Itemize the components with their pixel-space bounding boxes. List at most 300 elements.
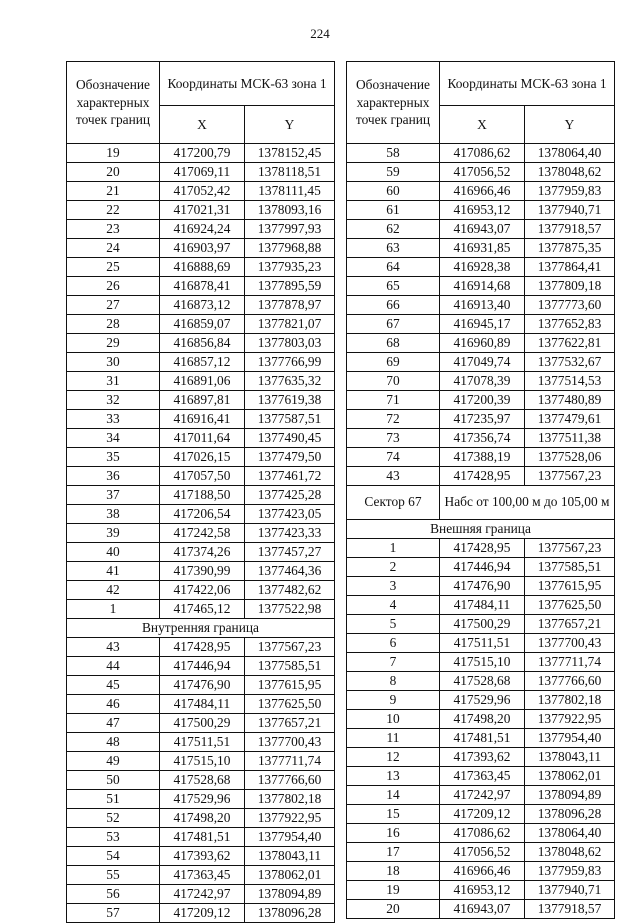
point-number: 20 (347, 900, 440, 919)
coord-y: 1377959,83 (525, 862, 615, 881)
coord-y: 1377878,97 (245, 296, 335, 315)
coord-y: 1377585,51 (245, 657, 335, 676)
coord-y: 1377511,38 (525, 429, 615, 448)
point-number: 58 (347, 144, 440, 163)
point-number: 8 (347, 672, 440, 691)
point-number: 60 (347, 182, 440, 201)
coord-y: 1377809,18 (525, 277, 615, 296)
coord-y: 1377968,88 (245, 239, 335, 258)
point-number: 64 (347, 258, 440, 277)
point-number: 73 (347, 429, 440, 448)
coord-y: 1378111,45 (245, 182, 335, 201)
coord-y: 1377711,74 (245, 752, 335, 771)
point-number: 47 (67, 714, 160, 733)
table-row (347, 729, 615, 748)
coord-y: 1377954,40 (525, 729, 615, 748)
coord-y: 1378043,11 (525, 748, 615, 767)
coord-x: 417465,12 (160, 600, 245, 619)
coord-y: 1378094,89 (245, 885, 335, 904)
coord-y: 1377423,33 (245, 524, 335, 543)
coord-x: 416916,41 (160, 410, 245, 429)
coord-x: 417388,19 (440, 448, 525, 467)
coord-y: 1377423,05 (245, 505, 335, 524)
point-number: 17 (347, 843, 440, 862)
coord-y: 1377918,57 (525, 220, 615, 239)
table-row (67, 524, 335, 543)
point-number: 28 (67, 315, 160, 334)
point-number: 52 (67, 809, 160, 828)
coord-x: 416903,97 (160, 239, 245, 258)
point-number: 26 (67, 277, 160, 296)
table-row (67, 581, 335, 600)
point-number: 71 (347, 391, 440, 410)
table-row (67, 182, 335, 201)
coord-x: 416888,69 (160, 258, 245, 277)
coord-y: 1377935,23 (245, 258, 335, 277)
point-number: 40 (67, 543, 160, 562)
table-row (347, 843, 615, 862)
point-number: 50 (67, 771, 160, 790)
coord-y: 1377619,38 (245, 391, 335, 410)
table-row (67, 277, 335, 296)
table-row (347, 596, 615, 615)
table-row (67, 239, 335, 258)
coord-y: 1377625,50 (525, 596, 615, 615)
point-number: 29 (67, 334, 160, 353)
coord-x: 417428,95 (440, 467, 525, 486)
coord-y: 1378096,28 (525, 805, 615, 824)
point-number: 48 (67, 733, 160, 752)
point-number: 16 (347, 824, 440, 843)
table-row (67, 866, 335, 885)
coord-x: 417011,64 (160, 429, 245, 448)
coord-y: 1377959,83 (525, 182, 615, 201)
point-number: 43 (347, 467, 440, 486)
point-number: 7 (347, 653, 440, 672)
point-number: 51 (67, 790, 160, 809)
coord-y: 1378064,40 (525, 144, 615, 163)
table-row (347, 353, 615, 372)
coord-x: 417529,96 (440, 691, 525, 710)
point-number: 6 (347, 634, 440, 653)
point-number: 39 (67, 524, 160, 543)
coord-y: 1377918,57 (525, 900, 615, 919)
coord-y: 1378043,11 (245, 847, 335, 866)
table-row (67, 828, 335, 847)
coord-y: 1377657,21 (245, 714, 335, 733)
point-number: 30 (67, 353, 160, 372)
coord-x: 416856,84 (160, 334, 245, 353)
point-number: 68 (347, 334, 440, 353)
point-number: 12 (347, 748, 440, 767)
point-number: 32 (67, 391, 160, 410)
table-row (67, 638, 335, 657)
coord-y: 1377479,61 (525, 410, 615, 429)
table-row (67, 676, 335, 695)
table-row (347, 824, 615, 843)
table-row (347, 372, 615, 391)
header-coordinates: Координаты МСК-63 зона 1 (440, 62, 615, 106)
coord-x: 417209,12 (160, 904, 245, 923)
coord-y: 1377479,50 (245, 448, 335, 467)
table-row (347, 410, 615, 429)
coord-x: 416945,17 (440, 315, 525, 334)
coord-y: 1377802,18 (245, 790, 335, 809)
coord-y: 1377657,21 (525, 615, 615, 634)
coord-y: 1377635,32 (245, 372, 335, 391)
header-x: X (440, 106, 525, 144)
coord-x: 417484,11 (160, 695, 245, 714)
table-row (347, 277, 615, 296)
coord-y: 1377997,93 (245, 220, 335, 239)
point-number: 1 (67, 600, 160, 619)
table-row (347, 182, 615, 201)
coord-x: 417069,11 (160, 163, 245, 182)
point-number: 34 (67, 429, 160, 448)
coord-y: 1377532,67 (525, 353, 615, 372)
table-row (67, 885, 335, 904)
coordinates-table-left (66, 61, 335, 923)
coordinates-table-right (346, 61, 615, 919)
table-row (347, 786, 615, 805)
table-row (347, 577, 615, 596)
table-row (67, 486, 335, 505)
point-number: 19 (67, 144, 160, 163)
coord-x: 416857,12 (160, 353, 245, 372)
point-number: 67 (347, 315, 440, 334)
coord-y: 1377652,83 (525, 315, 615, 334)
coord-x: 417428,95 (160, 638, 245, 657)
point-number: 38 (67, 505, 160, 524)
coord-y: 1377622,81 (525, 334, 615, 353)
point-number: 54 (67, 847, 160, 866)
coord-y: 1377461,72 (245, 467, 335, 486)
point-number: 4 (347, 596, 440, 615)
point-number: 74 (347, 448, 440, 467)
coord-y: 1377766,60 (525, 672, 615, 691)
table-row (67, 467, 335, 486)
point-number: 63 (347, 239, 440, 258)
coord-x: 417052,42 (160, 182, 245, 201)
coord-y: 1377425,28 (245, 486, 335, 505)
point-number: 46 (67, 695, 160, 714)
table-row (347, 539, 615, 558)
table-row (67, 714, 335, 733)
point-number: 66 (347, 296, 440, 315)
coord-y: 1377567,23 (525, 539, 615, 558)
table-row (347, 296, 615, 315)
point-number: 15 (347, 805, 440, 824)
page-number: 224 (310, 26, 330, 41)
coord-x: 417363,45 (160, 866, 245, 885)
table-row (67, 809, 335, 828)
coord-x: 416914,68 (440, 277, 525, 296)
point-number: 33 (67, 410, 160, 429)
point-number: 59 (347, 163, 440, 182)
coord-x: 416966,46 (440, 862, 525, 881)
point-number: 45 (67, 676, 160, 695)
point-number: 61 (347, 201, 440, 220)
coord-x: 417209,12 (440, 805, 525, 824)
coord-x: 417056,52 (440, 843, 525, 862)
point-number: 31 (67, 372, 160, 391)
point-number: 11 (347, 729, 440, 748)
table-row (67, 429, 335, 448)
point-number: 57 (67, 904, 160, 923)
coord-y: 1377528,06 (525, 448, 615, 467)
header-point-designation: Обозначение характерных точек границ (347, 62, 440, 144)
section-row (67, 619, 335, 638)
coord-x: 417374,26 (160, 543, 245, 562)
table-row (347, 691, 615, 710)
table-row (67, 847, 335, 866)
table-row (67, 562, 335, 581)
coord-y: 1377940,71 (525, 881, 615, 900)
coord-x: 417356,74 (440, 429, 525, 448)
table-row (347, 258, 615, 277)
sector-name: Сектор 67 (347, 486, 440, 520)
coord-y: 1378152,45 (245, 144, 335, 163)
coord-y: 1377514,53 (525, 372, 615, 391)
table-row (67, 201, 335, 220)
table-row (347, 239, 615, 258)
coord-x: 417498,20 (440, 710, 525, 729)
table-row (347, 748, 615, 767)
point-number: 36 (67, 467, 160, 486)
point-number: 49 (67, 752, 160, 771)
point-number: 55 (67, 866, 160, 885)
coord-y: 1377587,51 (245, 410, 335, 429)
coord-x: 417049,74 (440, 353, 525, 372)
coord-x: 417446,94 (160, 657, 245, 676)
coord-y: 1378096,28 (245, 904, 335, 923)
coord-x: 417363,45 (440, 767, 525, 786)
coord-x: 417242,58 (160, 524, 245, 543)
table-row (347, 391, 615, 410)
coord-y: 1377803,03 (245, 334, 335, 353)
table-row (347, 615, 615, 634)
point-number: 9 (347, 691, 440, 710)
point-number: 14 (347, 786, 440, 805)
coord-y: 1377625,50 (245, 695, 335, 714)
coord-x: 417484,11 (440, 596, 525, 615)
coord-x: 416859,07 (160, 315, 245, 334)
table-row (67, 695, 335, 714)
point-number: 72 (347, 410, 440, 429)
point-number: 22 (67, 201, 160, 220)
coord-x: 417511,51 (440, 634, 525, 653)
point-number: 35 (67, 448, 160, 467)
table-row (347, 144, 615, 163)
table-row (67, 391, 335, 410)
header-x: X (160, 106, 245, 144)
coord-y: 1378048,62 (525, 163, 615, 182)
table-row (67, 334, 335, 353)
coord-y: 1378064,40 (525, 824, 615, 843)
table-row (67, 296, 335, 315)
table-row (347, 767, 615, 786)
table-row (67, 505, 335, 524)
coord-y: 1378093,16 (245, 201, 335, 220)
coord-y: 1377922,95 (525, 710, 615, 729)
coord-x: 417511,51 (160, 733, 245, 752)
point-number: 65 (347, 277, 440, 296)
point-number: 27 (67, 296, 160, 315)
coord-x: 416943,07 (440, 900, 525, 919)
coord-x: 417188,50 (160, 486, 245, 505)
point-number: 2 (347, 558, 440, 577)
coord-y: 1377821,07 (245, 315, 335, 334)
coord-y: 1377895,59 (245, 277, 335, 296)
table-row (347, 881, 615, 900)
table-row (67, 657, 335, 676)
coord-y: 1378118,51 (245, 163, 335, 182)
section-label: Внешняя граница (347, 520, 615, 539)
table-row (347, 201, 615, 220)
point-number: 3 (347, 577, 440, 596)
coord-x: 416931,85 (440, 239, 525, 258)
coord-x: 416891,06 (160, 372, 245, 391)
coord-x: 417390,99 (160, 562, 245, 581)
coord-y: 1377482,62 (245, 581, 335, 600)
point-number: 18 (347, 862, 440, 881)
coord-y: 1377490,45 (245, 429, 335, 448)
table-row (347, 315, 615, 334)
coord-x: 416924,24 (160, 220, 245, 239)
point-number: 62 (347, 220, 440, 239)
coord-x: 416913,40 (440, 296, 525, 315)
coord-x: 417078,39 (440, 372, 525, 391)
sector-height-note: Набс от 100,00 м до 105,00 м (440, 486, 615, 520)
coord-y: 1377766,60 (245, 771, 335, 790)
coord-x: 417200,39 (440, 391, 525, 410)
coord-x: 416960,89 (440, 334, 525, 353)
point-number: 37 (67, 486, 160, 505)
section-label: Внутренняя граница (67, 619, 335, 638)
table-row (67, 315, 335, 334)
coord-y: 1377480,89 (525, 391, 615, 410)
table-row (347, 634, 615, 653)
table-row (67, 904, 335, 923)
coord-y: 1377567,23 (245, 638, 335, 657)
coord-x: 417086,62 (440, 824, 525, 843)
coord-y: 1378062,01 (245, 866, 335, 885)
coord-x: 417056,52 (440, 163, 525, 182)
coord-x: 416928,38 (440, 258, 525, 277)
coord-y: 1378062,01 (525, 767, 615, 786)
coord-x: 417476,90 (160, 676, 245, 695)
table-row (347, 805, 615, 824)
coord-x: 417242,97 (160, 885, 245, 904)
coord-y: 1377457,27 (245, 543, 335, 562)
table-row (347, 429, 615, 448)
point-number: 13 (347, 767, 440, 786)
table-row (67, 372, 335, 391)
coord-x: 417242,97 (440, 786, 525, 805)
coord-y: 1377864,41 (525, 258, 615, 277)
coord-x: 417235,97 (440, 410, 525, 429)
table-row (67, 600, 335, 619)
coord-x: 417500,29 (160, 714, 245, 733)
coord-y: 1377711,74 (525, 653, 615, 672)
point-number: 25 (67, 258, 160, 277)
coord-y: 1377940,71 (525, 201, 615, 220)
table-row (67, 448, 335, 467)
coord-y: 1377773,60 (525, 296, 615, 315)
table-row (347, 467, 615, 486)
table-row (67, 163, 335, 182)
point-number: 23 (67, 220, 160, 239)
sector-row (347, 486, 615, 520)
coord-y: 1377802,18 (525, 691, 615, 710)
table-row (67, 790, 335, 809)
table-row (67, 258, 335, 277)
table-row (67, 410, 335, 429)
table-row (67, 543, 335, 562)
coord-x: 416943,07 (440, 220, 525, 239)
point-number: 24 (67, 239, 160, 258)
table-row (347, 672, 615, 691)
point-number: 69 (347, 353, 440, 372)
coord-y: 1377567,23 (525, 467, 615, 486)
table-row (347, 558, 615, 577)
coord-y: 1377615,95 (525, 577, 615, 596)
point-number: 1 (347, 539, 440, 558)
header-y: Y (525, 106, 615, 144)
coord-y: 1377766,99 (245, 353, 335, 372)
table-row (347, 334, 615, 353)
coord-x: 417026,15 (160, 448, 245, 467)
point-number: 21 (67, 182, 160, 201)
coord-x: 417021,31 (160, 201, 245, 220)
coord-x: 417481,51 (440, 729, 525, 748)
table-row (67, 353, 335, 372)
coord-y: 1377954,40 (245, 828, 335, 847)
coord-y: 1378048,62 (525, 843, 615, 862)
point-number: 56 (67, 885, 160, 904)
header-coordinates: Координаты МСК-63 зона 1 (160, 62, 335, 106)
header-point-designation: Обозначение характерных точек границ (67, 62, 160, 144)
point-number: 70 (347, 372, 440, 391)
coord-x: 416897,81 (160, 391, 245, 410)
point-number: 42 (67, 581, 160, 600)
coord-x: 417498,20 (160, 809, 245, 828)
coord-y: 1377700,43 (525, 634, 615, 653)
coord-x: 417529,96 (160, 790, 245, 809)
coord-y: 1377522,98 (245, 600, 335, 619)
point-number: 5 (347, 615, 440, 634)
coord-x: 417428,95 (440, 539, 525, 558)
coord-y: 1377922,95 (245, 809, 335, 828)
coord-x: 417481,51 (160, 828, 245, 847)
header-y: Y (245, 106, 335, 144)
coord-y: 1377615,95 (245, 676, 335, 695)
coord-x: 416873,12 (160, 296, 245, 315)
coord-x: 416953,12 (440, 881, 525, 900)
coord-x: 416966,46 (440, 182, 525, 201)
point-number: 19 (347, 881, 440, 900)
table-row (67, 220, 335, 239)
table-row (67, 144, 335, 163)
coord-y: 1377585,51 (525, 558, 615, 577)
coord-x: 417206,54 (160, 505, 245, 524)
coord-x: 416878,41 (160, 277, 245, 296)
point-number: 44 (67, 657, 160, 676)
point-number: 20 (67, 163, 160, 182)
coord-x: 417476,90 (440, 577, 525, 596)
coord-x: 417200,79 (160, 144, 245, 163)
coord-y: 1378094,89 (525, 786, 615, 805)
